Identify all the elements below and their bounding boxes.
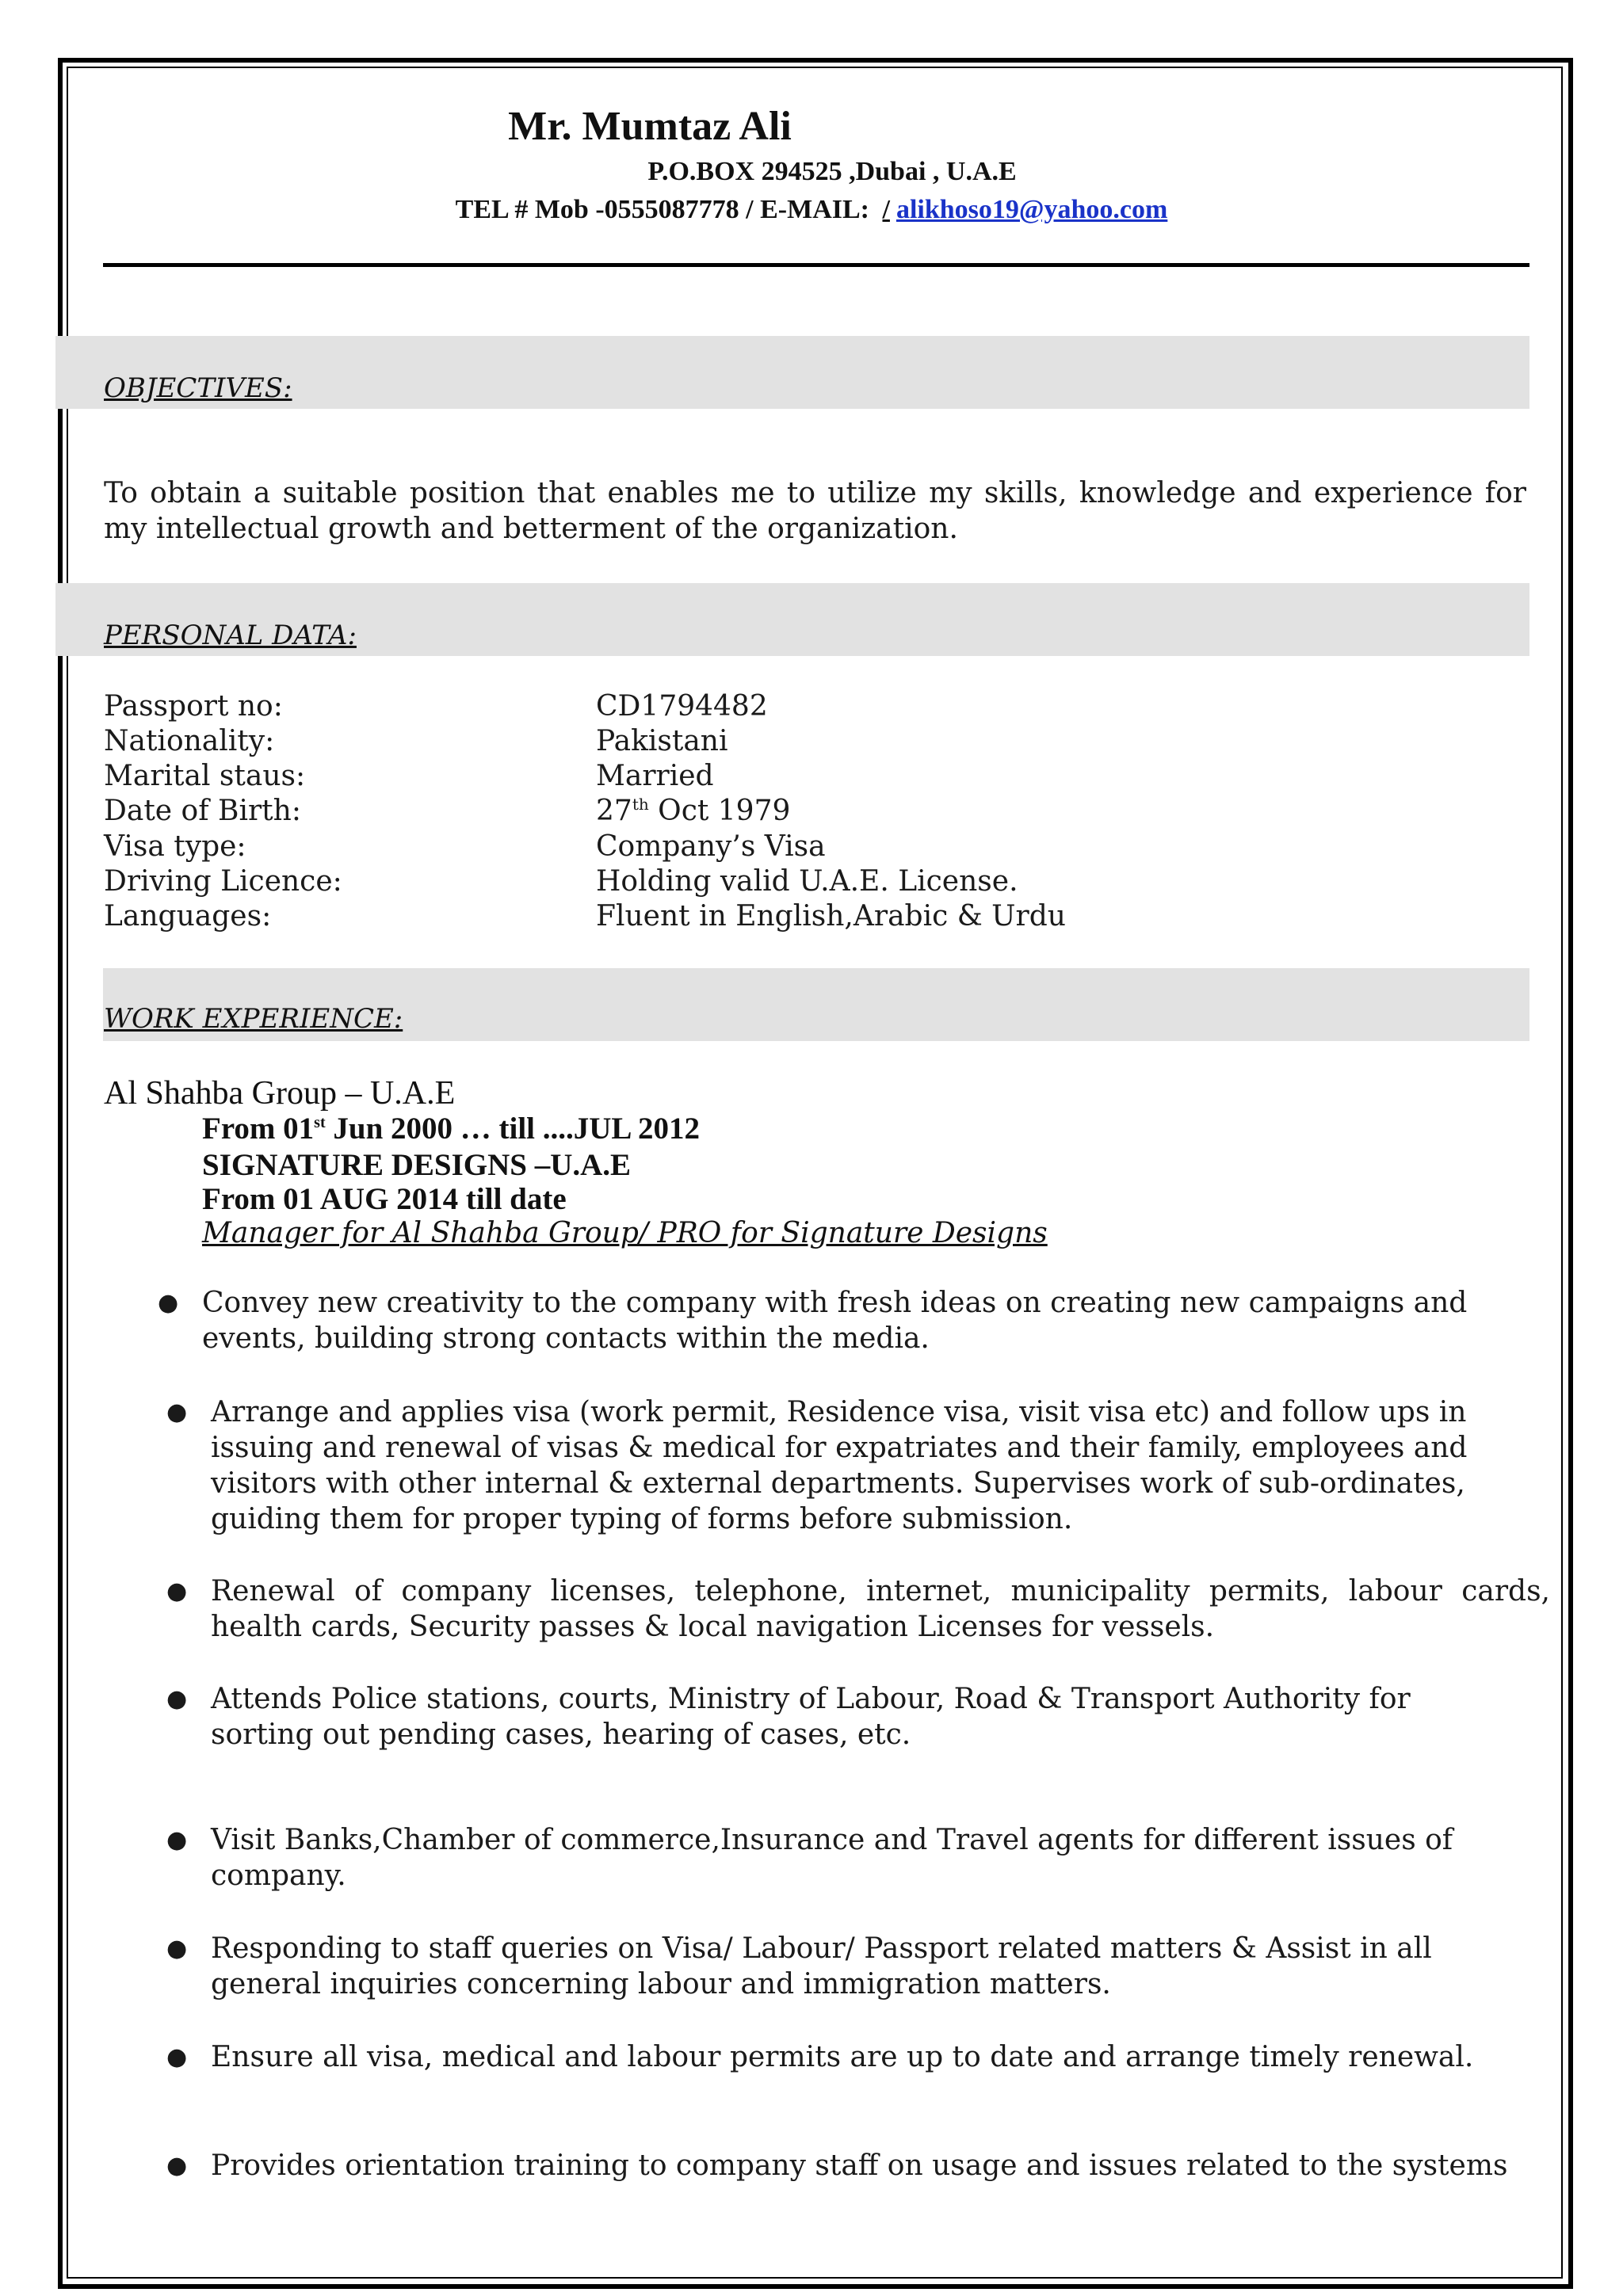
objectives-text: To obtain a suitable position that enables me to utilize my skills, knowledge and experience for my intellectual growth and betterment of the organization. <box>104 477 1526 545</box>
passport-label: Passport no: <box>104 690 283 723</box>
list-item: ● Provides orientation training to company staff on usage and issues related to the systems <box>166 2149 1508 2182</box>
list-item: ● Convey new creativity to the company with fresh ideas on creating new campaigns and events, building strong contacts within the media. <box>158 1287 1468 1355</box>
visa-type-value: Company’s Visa <box>596 830 826 863</box>
visa-type-label: Visa type: <box>104 830 246 863</box>
nationality-value: Pakistani <box>596 725 728 757</box>
passport-value: CD1794482 <box>596 690 768 723</box>
dob-month-year: Oct 1979 <box>648 795 791 827</box>
company-name-2: SIGNATURE DESIGNS –U.A.E <box>202 1148 632 1182</box>
bullet-icon: ● <box>158 1289 179 1317</box>
bullet-icon: ● <box>166 1685 188 1713</box>
phone-email-label: TEL # Mob -0555087778 / E-MAIL: <box>455 195 876 224</box>
postal-address: P.O.BOX 294525 ,Dubai , U.A.E <box>647 157 1017 186</box>
header-divider <box>103 263 1529 267</box>
marital-status-label: Marital staus: <box>104 760 306 792</box>
company-name: Al Shahba Group – U.A.E <box>104 1075 456 1112</box>
email-link[interactable]: alikhoso19@yahoo.com <box>896 195 1168 224</box>
bullet-icon: ● <box>166 1826 188 1854</box>
contact-slash: / <box>882 195 890 224</box>
list-item: ● Arrange and applies visa (work permit, Residence visa, visit visa etc) and follow ups in issuing and renewal of visas & medical for expatriates and their family, employees and visitors with other internal & external departments. Supervises work of sub-ordinates, guiding them for proper typing of forms before submission. <box>166 1396 1468 1535</box>
languages-label: Languages: <box>104 900 272 933</box>
bullet-icon: ● <box>166 2043 188 2071</box>
list-item: ● Visit Banks,Chamber of commerce,Insurance and Travel agents for different issues of company. <box>166 1824 1453 1892</box>
list-item: ● Attends Police stations, courts, Ministry of Labour, Road & Transport Authority for sorting out pending cases, hearing of cases, etc. <box>166 1683 1411 1751</box>
from1-pre: From 01 <box>202 1112 315 1146</box>
employment-period-2: From 01 AUG 2014 till date <box>202 1182 567 1216</box>
employment-period-1 <box>202 1111 700 1146</box>
from1-post: Jun 2000 … till ....JUL 2012 <box>325 1112 701 1146</box>
dob-day: 27 <box>596 795 632 827</box>
from1-sup: st <box>314 1114 326 1131</box>
bullet-icon: ● <box>166 1577 188 1605</box>
dob-day-suffix: th <box>632 795 649 814</box>
candidate-name: Mr. Mumtaz Ali <box>508 104 792 149</box>
personal-data-heading: PERSONAL DATA: <box>104 620 357 651</box>
contact-line <box>0 195 1623 225</box>
marital-status-value: Married <box>596 760 714 792</box>
languages-value: Fluent in English,Arabic & Urdu <box>596 900 1066 933</box>
driving-licence-label: Driving Licence: <box>104 865 342 898</box>
dob-label: Date of Birth: <box>104 795 301 827</box>
job-title: Manager for Al Shahba Group/ PRO for Signature Designs <box>202 1217 1048 1249</box>
nationality-label: Nationality: <box>104 725 275 757</box>
bullet-icon: ● <box>166 1935 188 1962</box>
dob-value <box>596 794 790 829</box>
list-item: ● Responding to staff queries on Visa/ Labour/ Passport related matters & Assist in all general inquiries concerning labour and immigration matters. <box>166 1932 1432 2000</box>
driving-licence-value: Holding valid U.A.E. License. <box>596 865 1018 898</box>
work-experience-heading: WORK EXPERIENCE: <box>104 1003 403 1035</box>
objectives-heading: OBJECTIVES: <box>104 372 292 404</box>
list-item: ● Ensure all visa, medical and labour permits are up to date and arrange timely renewal. <box>166 2041 1474 2073</box>
bullet-icon: ● <box>166 2152 188 2180</box>
bullet-icon: ● <box>166 1398 188 1426</box>
list-item: ● Renewal of company licenses, telephone, internet, municipality permits, labour cards, health cards, Security passes & local navigation Licenses for vessels. <box>166 1575 1550 1643</box>
